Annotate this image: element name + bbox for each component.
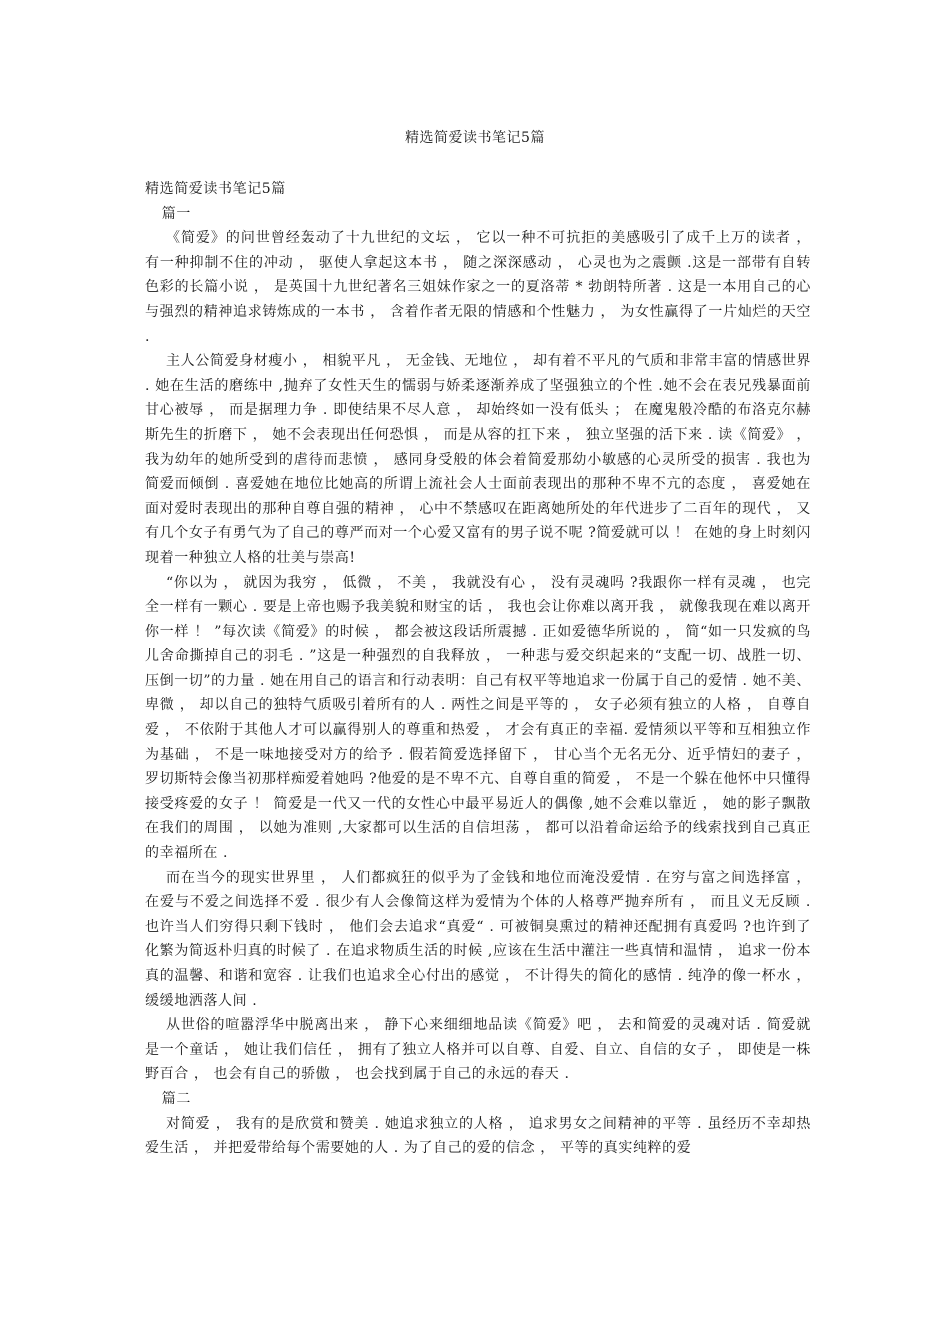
paragraph: 对简爱 ， 我有的是欣赏和赞美 . 她追求独立的人格 ， 追求男女之间精神的平等 . 虽经历不幸却热爱生活 ， 并把爱带给每个需要她的人 . 为了自己的爱的信念 ， 平等的真实纯粹的爱 [145,1115,811,1157]
document-body [145,177,811,1161]
paragraph: “你以为 ， 就因为我穷 ， 低微 ， 不美 ， 我就没有心 ， 没有灵魂吗 ?我跟你一样有灵魂 ， 也完全一样有一颗心 . 要是上帝也赐予我美貌和财宝的话 ， 我也会让你难以离开我 ， 就像我现在难以离开你一样 ！ ”每次读《简爱》的时候 ， 都会被这段话所震撼 . 正如爱德华所说的 ， 简“如一只发疯的鸟儿舍命撕掉自己的羽毛 . ”这是一种强烈的自我释放 ， 一种悲与爱交织起来的“支配一切、战胜一切、压倒一切”的力量 . 她在用自己的语言和行动表明：自己有权平等地追求一份属于自己的爱情 . 她不美、卑微 ， 却以自己的独特气质吸引着所有的人 . 两性之间是平等的 ， 女子必须有独立的人格 ， 自尊自爱 ， 不依附于其他人才可以赢得别人的尊重和热爱 ， 才会有真正的幸福. 爱情须以平等和互相独立作为基础 ， 不是一味地接受对方的给予 . 假若简爱选择留下 ， 甘心当个无名无分、近乎情妇的妻子 ， 罗切斯特会像当初那样痴爱着她吗 ?他爱的是不卑不亢、自尊自重的简爱 ， 不是一个躲在他怀中只懂得接受疼爱的女子 ！ 简爱是一代又一代的女性心中最平易近人的偶像 ,她不会难以靠近 ， 她的影子飘散在我们的周围 ， 以她为准则 ,大家都可以生活的自信坦荡 ， 都可以沿着命运给予的线索找到自己真正的幸福所在 . [145,574,811,862]
section-heading-1: 篇一 [161,205,191,222]
document-title: 精选简爱读书笔记5篇 [405,130,545,146]
paragraph: 而在当今的现实世界里 ， 人们都疯狂的似乎为了金钱和地位而淹没爱情 . 在穷与富之间选择富 ， 在爱与不爱之间选择不爱 . 很少有人会像简这样为爱情为个体的人格尊严抛弃所有 ， 而且义无反顾 . 也许当人们穷得只剩下钱时 ， 他们会去追求“真爱“ . 可被铜臭熏过的精神还配拥有真爱吗 ?也许到了化繁为简返朴归真的时候了 . 在追求物质生活的时候 ,应该在生活中灌注一些真情和温情 ， 追求一份本真的温馨、和谐和宽容 . 让我们也追求全心付出的感觉 ， 不计得失的简化的感情 . 纯净的像一杯水 ， 缓缓地洒落人间 . [145,869,811,1009]
paragraph: 主人公简爱身材瘦小 ， 相貌平凡 ， 无金钱、无地位 ， 却有着不平凡的气质和非常丰富的情感世界 . 她在生活的磨练中 ,抛弃了女性天生的懦弱与娇柔逐渐养成了坚强独立的个性 .她不会在表兄残暴面前甘心被辱 ， 而是据理力争 . 即使结果不尽人意 ， 却始终如一没有低头 ； 在魔鬼般冷酷的布洛克尔赫斯先生的折磨下 ， 她不会表现出任何恐惧 ， 而是从容的扛下来 ， 独立坚强的活下来 . 读《简爱》 ， 我为幼年的她所受到的虐待而悲愤 ， 感同身受般的体会着简爱那幼小敏感的心灵所受的损害 . 我也为简爱而倾倒 . 喜爱她在地位比她高的所谓上流社会人士面前表现出的那种不卑不亢的态度 ， 喜爱她在面对爱时表现出的那种自尊自强的精神 ， 心中不禁感叹在距离她所处的年代进步了二百年的现代 ， 又有几个女子有勇气为了自己的尊严而对一个心爱又富有的男子说不呢 ?简爱就可以 ！ 在她的身上时刻闪现着一种独立人格的壮美与崇高! [145,353,811,566]
paragraph: 《简爱》的问世曾经轰动了十九世纪的文坛 ， 它以一种不可抗拒的美感吸引了成千上万的读者 ， 有一种抑制不住的冲动 ， 驱使人拿起这本书 ， 随之深深感动 ， 心灵也为之震颤 .这是一部带有自转色彩的长篇小说 ， 是英国十九世纪著名三姐妹作家之一的夏洛蒂 * 勃朗特所著 . 这是一本用自己的心与强烈的精神追求铸炼成的一本书 ， 含着作者无限的情感和个性魅力 ， 为女性赢得了一片灿烂的天空 . [145,230,811,345]
document-subtitle: 精选简爱读书笔记5篇 [145,181,286,197]
section-heading-2: 篇二 [161,1090,191,1107]
paragraph: 从世俗的喧嚣浮华中脱离出来 ， 静下心来细细地品读《简爱》吧 ， 去和简爱的灵魂对话 . 简爱就是一个童话 ， 她让我们信任 ， 拥有了独立人格并可以自尊、自爱、自立、自信的女子 ， 即使是一株野百合 ， 也会有自己的骄傲 ， 也会找到属于自己的永远的春天 . [145,1017,811,1083]
